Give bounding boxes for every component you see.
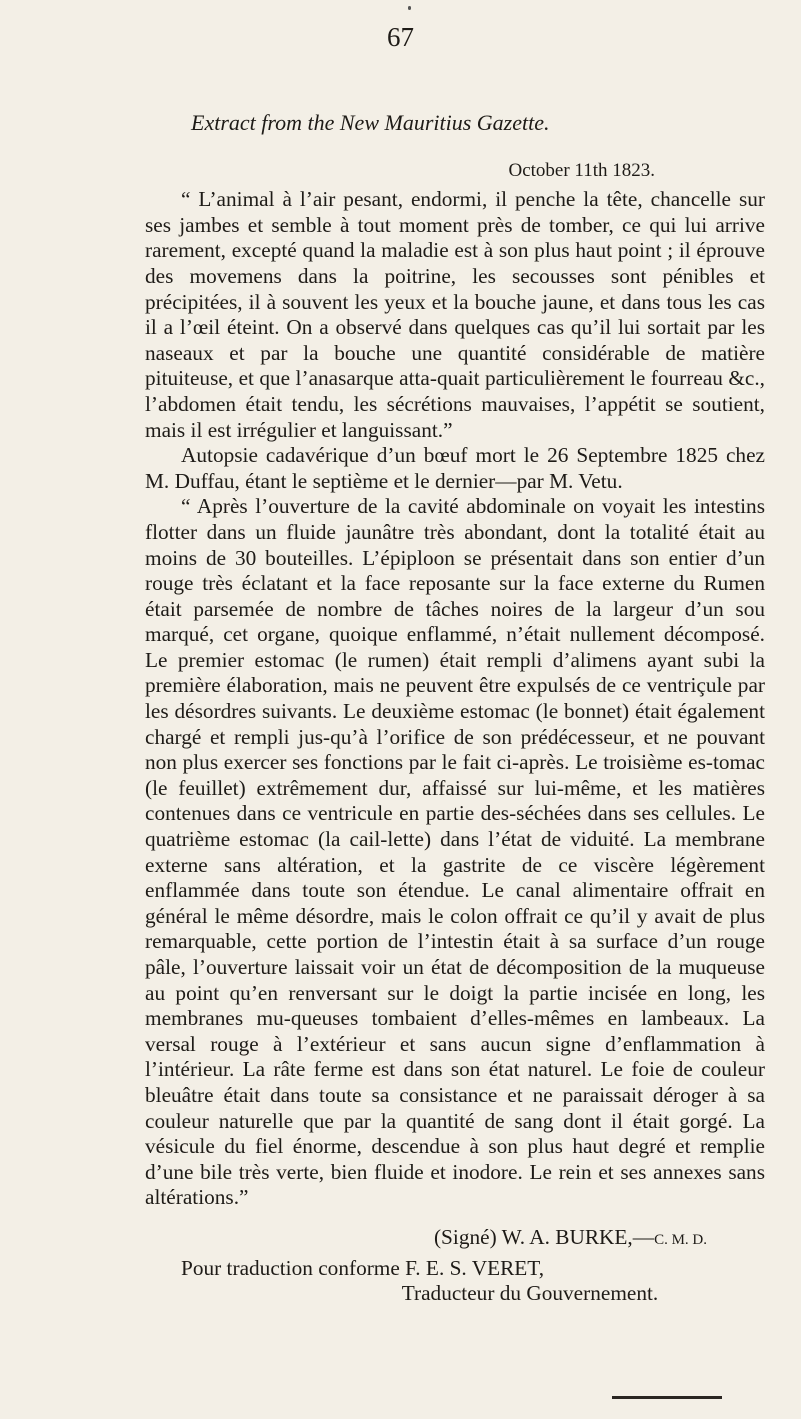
page-number: 67: [387, 22, 414, 52]
autopsy-intro: Autopsie cadavérique d’un bœuf mort le 26 Septembre 1825 chez M. Duffau, étant le septième et le dernier—par M. Vetu.: [145, 443, 765, 493]
translation-certification: Pour traduction conforme F. E. S. VERET,: [181, 1255, 545, 1280]
quoted-description: “ L’animal à l’air pesant, endormi, il penche la tête, chancelle sur ses jambes et semble à tout moment près de tomber, ce qui lui arrive rarement, excepté quand la maladie est à son plus haut point ; il éprouve des movemens dans la poitrine, les secousses sont pénibles et précipitées, il à souvent les yeux et la bouche jaune, et dans tous les cas il a l’œil éteint. On a observé dans quelques cas qu’il lui sortait par les naseaux et par la bouche une quantité considérable de matière pituiteuse, et que l’anasarque atta-quait particulièrement le fourreau &c., l’abdomen était tendu, les sécrétions mauvaises, l’appétit se soutient, mais il est irrégulier et languissant.”: [145, 187, 765, 442]
signature-name: (Signé) W. A. BURKE,—: [433, 1224, 655, 1249]
autopsy-report: “ Après l’ouverture de la cavité abdominale on voyait les intestins flotter dans un fluide jaunâtre très abondant, dont la totalité était au moins de 30 bouteilles. L’épiploon se présentait dans son entier d’un rouge très éclatant et la face reposante sur la face externe du Rumen était parsemée de nombre de tâches noires de la largeur d’un sou marqué, cet organe, quoique enflammé, n’était nullement décomposé. Le premier estomac (le rumen) était rempli d’alimens ayant subi la première élaboration, mais ne peuvent être expulsés de ce ventriçule par les désordres suivants. Le deuxième estomac (le bonnet) était également chargé et rempli jus-qu’à l’orifice de son prédécesseur, et ne pouvant non plus exercer ses fonctions par le fait ci-après. Le troisième es-tomac (le feuillet) extrêmement dur, affaissé sur lui-même, et les matières contenues dans ce ventricule en partie des-séchées dans ses cellules. Le quatrième estomac (la cail-lette) dans l’état de viduité. La membrane externe sans altération, et la gastrite de ce viscère légèrement enflammée dans toute son étendue. Le canal alimentaire offrait en général le même désordre, mais le colon offrait ce qu’il y avait de plus remarquable, cette portion de l’intestin était à sa surface d’un rouge pâle, l’ouverture laissait voir un état de décomposition de la muqueuse au point qu’en renversant sur le doigt la partie incisée en long, les membranes mu-queuses tombaient d’elles-mêmes en lambeaux. La versal rouge à l’extérieur et sans aucun signe d’enflammation à l’intérieur. La râte ferme est dans son état naturel. Le foie de couleur bleuâtre était dans toute sa consistance et ne paraissait déroger à sa couleur naturelle que par la quantité de sang dont il était gorgé. La vésicule du fiel énorme, descendue à son plus haut degré et remplie d’une bile très verte, bien fluide et inodore. Le rein et ses annexes sans altérations.”: [145, 494, 765, 1210]
signature-credentials: C. M. D.: [654, 1231, 707, 1248]
translator-title: Traducteur du Gouvernement.: [401, 1281, 659, 1306]
gazette-heading: Extract from the New Mauritius Gazette.: [191, 110, 550, 135]
signature-line: [145, 1225, 707, 1254]
ink-speck: [408, 6, 411, 10]
closing-rule: [612, 1396, 722, 1399]
text-column: [145, 110, 765, 1307]
gazette-date: October 11th 1823.: [508, 159, 655, 181]
